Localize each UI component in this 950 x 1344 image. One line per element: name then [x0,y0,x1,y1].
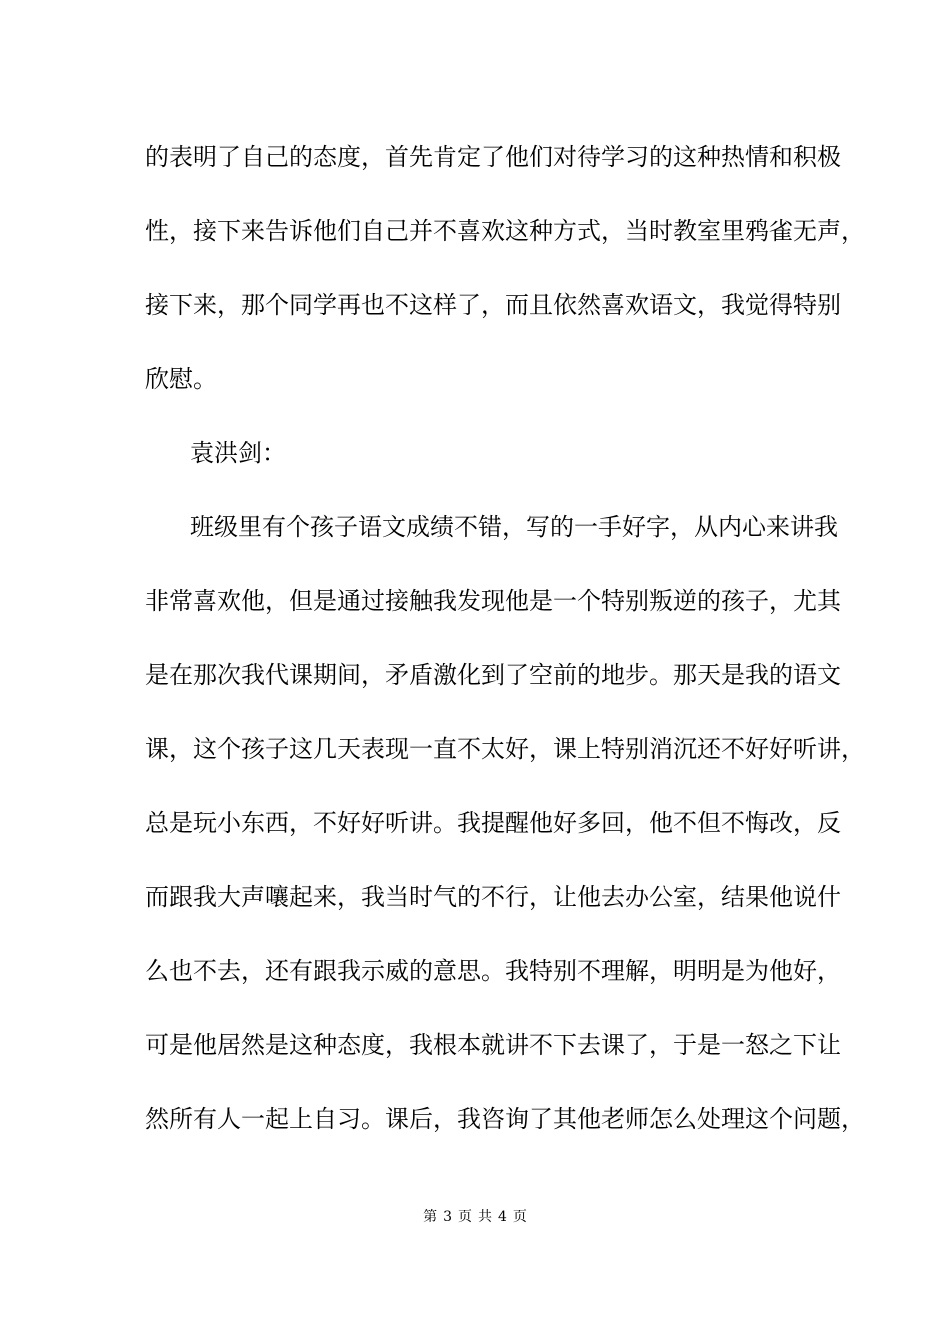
text-line-8: 是在那次我代课期间，矛盾激化到了空前的地步。那天是我的语文 [145,661,841,689]
text-line-10: 总是玩小东西，不好好听讲。我提醒他好多回，他不但不悔改，反 [145,809,841,837]
text-line-9: 课，这个孩子这几天表现一直不太好，课上特别消沉还不好好听讲， [145,735,865,763]
text-line-4: 欣慰。 [145,365,217,393]
footer-current-page: 3 [443,1209,452,1225]
text-line-2: 性，接下来告诉他们自己并不喜欢这种方式，当时教室里鸦雀无声， [145,217,865,245]
text-line-12: 么也不去，还有跟我示威的意思。我特别不理解，明明是为他好， [145,957,841,985]
speaker-name: 袁洪剑： [190,439,286,467]
text-line-7: 非常喜欢他，但是通过接触我发现他是一个特别叛逆的孩子，尤其 [145,587,841,615]
text-line-3: 接下来，那个同学再也不这样了，而且依然喜欢语文，我觉得特别 [145,291,841,319]
text-line-13: 可是他居然是这种态度，我根本就讲不下去课了，于是一怒之下让 [145,1031,841,1059]
text-line-6: 班级里有个孩子语文成绩不错，写的一手好字，从内心来讲我 [190,513,838,541]
text-line-14: 然所有人一起上自习。课后，我咨询了其他老师怎么处理这个问题， [145,1105,865,1133]
text-line-1: 的表明了自己的态度，首先肯定了他们对待学习的这种热情和积极 [145,143,841,171]
footer-label-total: 共 [478,1209,492,1225]
footer-label-page: 第 [423,1209,438,1225]
footer-label-total-unit: 页 [512,1209,527,1225]
text-line-11: 而跟我大声嚷起来，我当时气的不行，让他去办公室，结果他说什 [145,883,841,911]
footer-total-pages: 4 [498,1209,507,1225]
page-footer [0,1208,950,1226]
footer-label-page-unit: 页 [458,1209,472,1225]
